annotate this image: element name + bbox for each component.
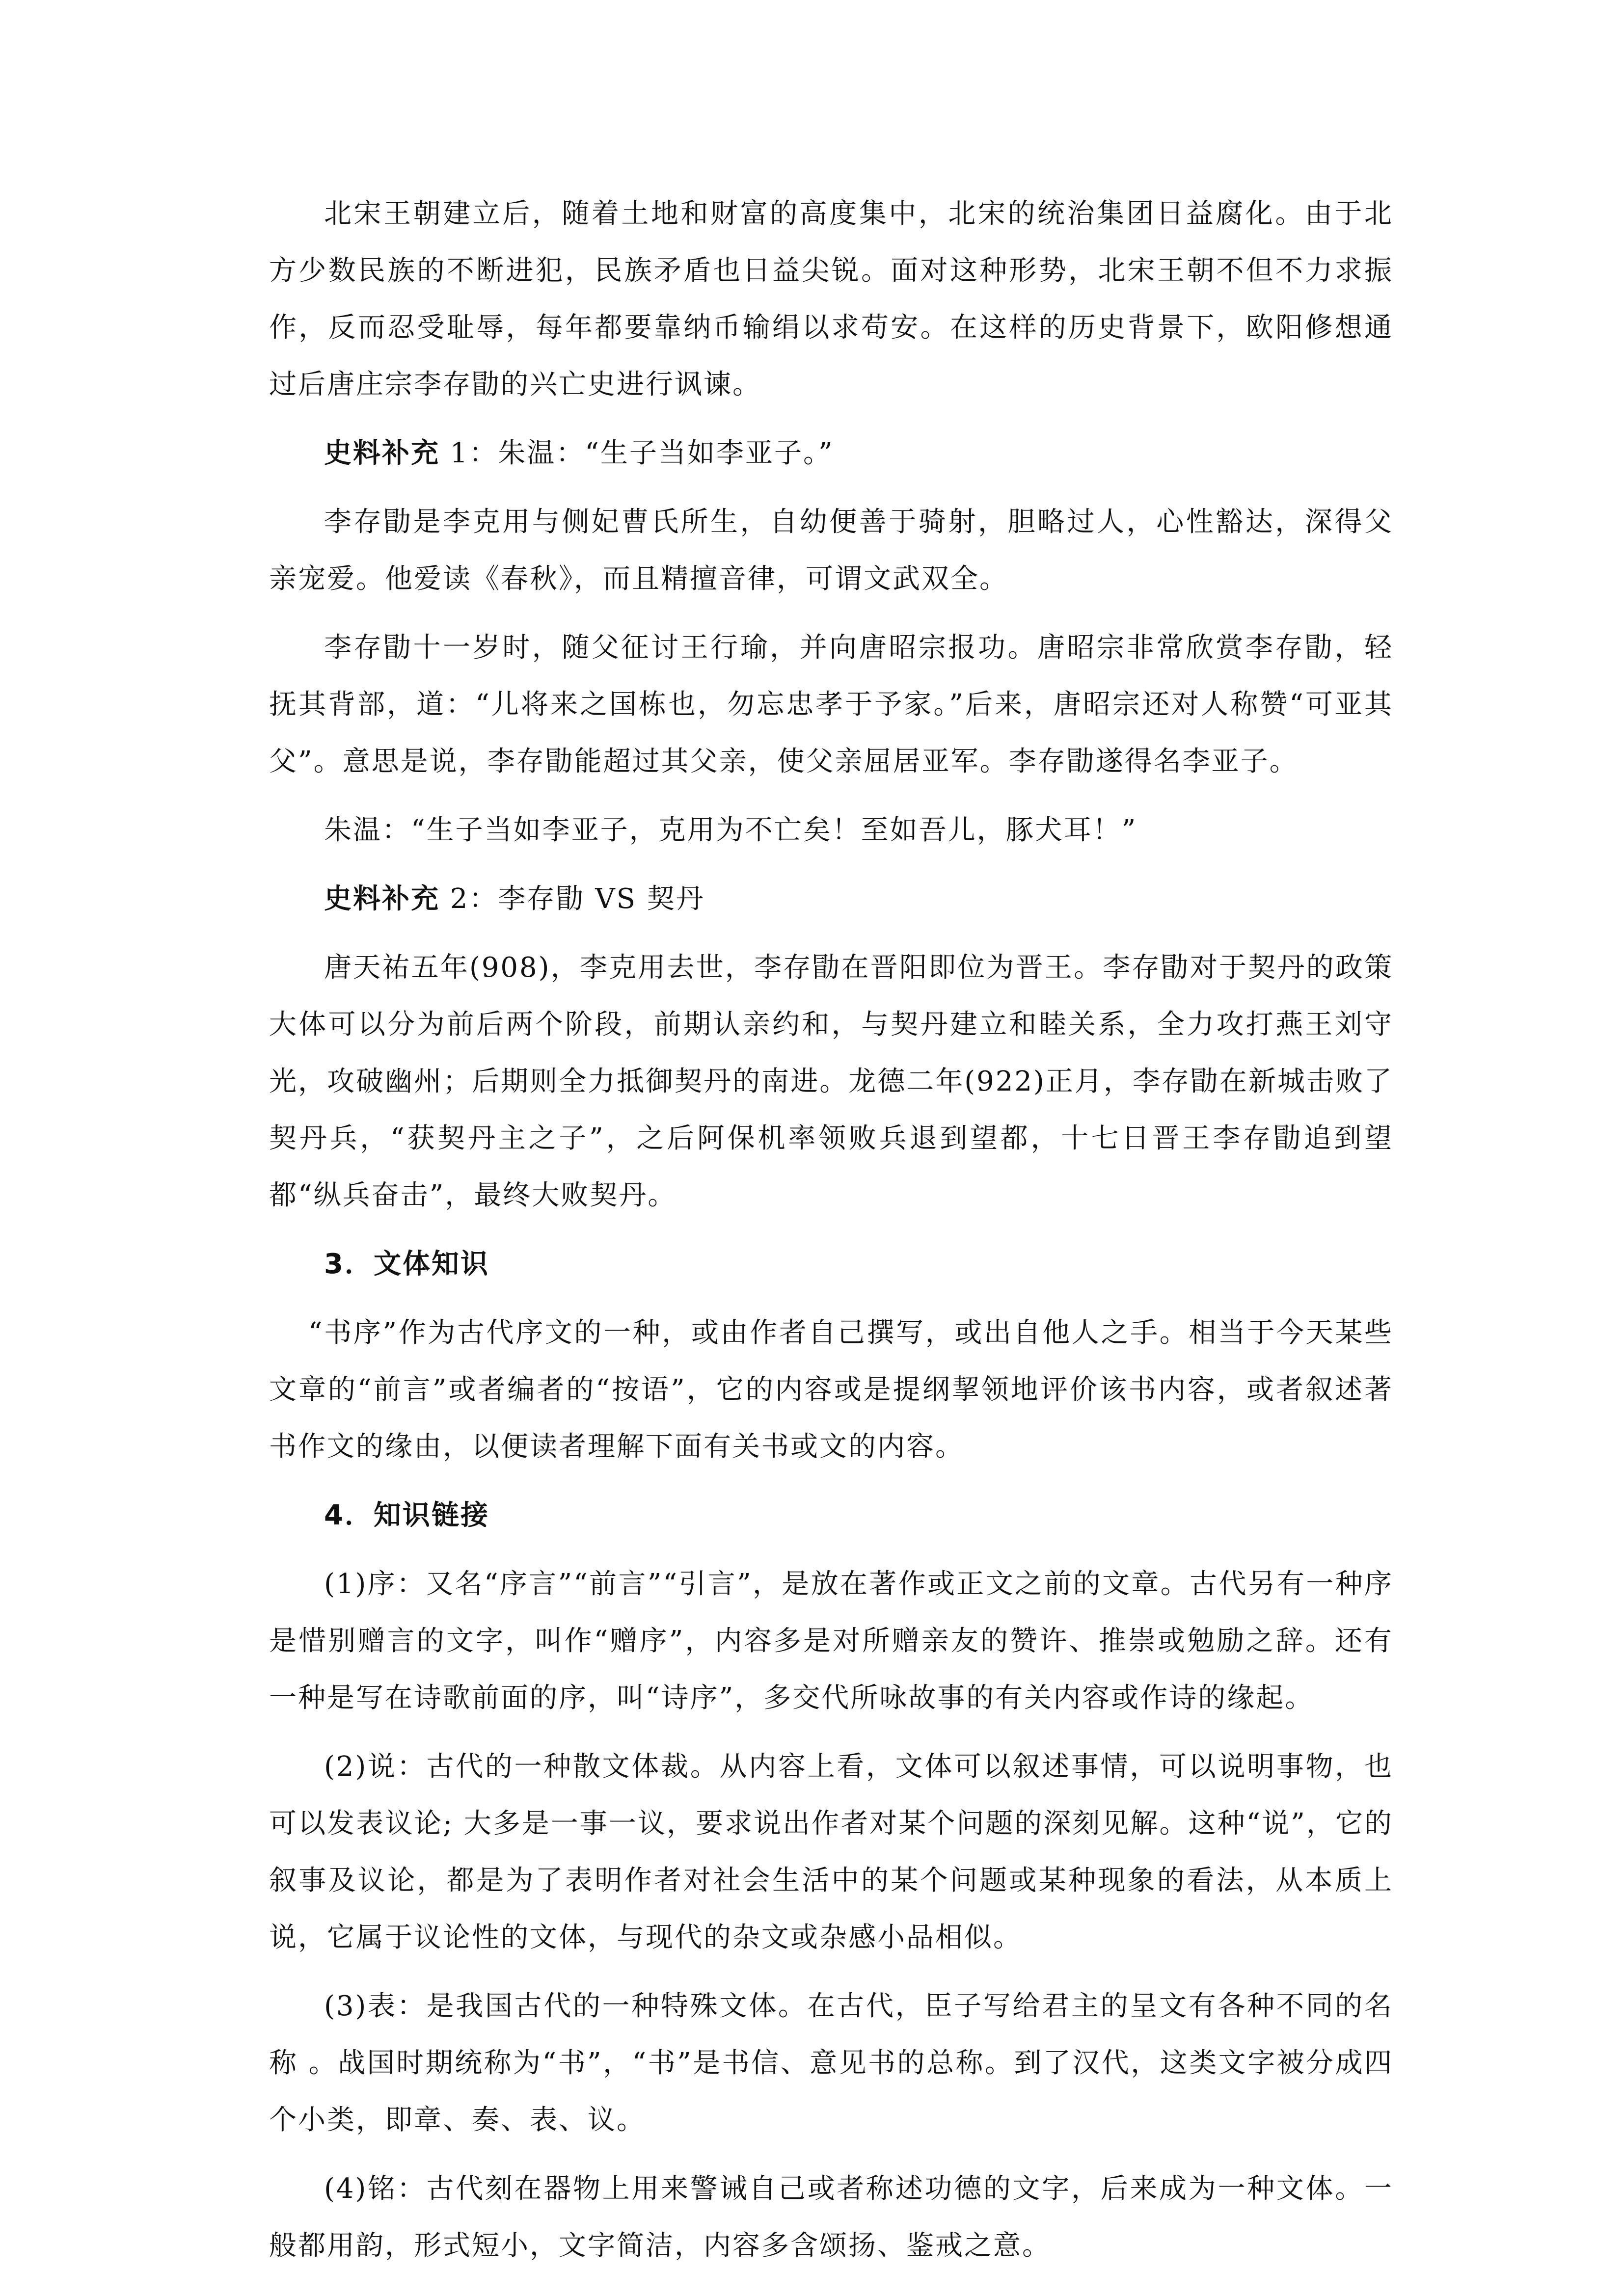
supplement-1-heading	[269, 425, 1393, 482]
paragraph-background: 北宋王朝建立后，随着土地和财富的高度集中，北宋的统治集团日益腐化。由于北方少数民族的不断进犯，民族矛盾也日益尖锐。面对这种形势，北宋王朝不但不力求振作，反而忍受耻辱，每年都要靠纳币输绢以求苟安。在这样的历史背景下，欧阳修想通过后唐庄宗李存勖的兴亡史进行讽谏。	[269, 198, 1393, 400]
section-heading-knowledge-links: 4．知识链接	[324, 1499, 489, 1531]
supplement-label: 史料补充	[324, 883, 440, 915]
paragraph-khitan-policy: 唐天祐五年(908)，李克用去世，李存勖在晋阳即位为晋王。李存勖对于契丹的政策大体可以分为前后两个阶段，前期认亲约和，与契丹建立和睦关系，全力攻打燕王刘守光，攻破幽州；后期则全力抵御契丹的南进。龙德二年(922)正月，李存勖在新城击败了契丹兵，“获契丹主之子”，之后阿保机率领败兵退到望都，十七日晋王李存勖追到望都“纵兵奋击”，最终大败契丹。	[269, 952, 1393, 1211]
paragraph-zhu-wen-quote: 朱温：“生子当如李亚子，克用为不亡矣！至如吾儿，豚犬耳！”	[324, 814, 1137, 846]
paragraph-li-yazi-origin: 李存勖十一岁时，随父征讨王行瑜，并向唐昭宗报功。唐昭宗非常欣赏李存勖，轻抚其背部，道：“儿将来之国栋也，勿忘忠孝于予家。”后来，唐昭宗还对人称赞“可亚其父”。意思是说，李存勖能超过其父亲，使父亲屈居亚军。李存勖遂得名李亚子。	[269, 632, 1393, 777]
supplement-label: 史料补充	[324, 437, 440, 469]
document-body	[269, 186, 1393, 2274]
section-heading-genre-knowledge: 3．文体知识	[324, 1248, 489, 1280]
paragraph-biao: (3)表：是我国古代的一种特殊文体。在古代，臣子写给君主的呈文有各种不同的名称 。战国时期统称为“书”，“书”是书信、意见书的总称。到了汉代，这类文字被分成四个小类，即章、奏、表、议。	[269, 1990, 1393, 2136]
supplement-text: 1：朱温：“生子当如李亚子。”	[440, 437, 834, 469]
paragraph-li-cunxu-intro: 李存勖是李克用与侧妃曹氏所生，自幼便善于骑射，胆略过人，心性豁达，深得父亲宠爱。他爱读《春秋》，而且精擅音律，可谓文武双全。	[269, 506, 1393, 595]
supplement-2-heading	[269, 871, 1393, 928]
paragraph-shuxu: “书序”作为古代序文的一种，或由作者自己撰写，或出自他人之手。相当于今天某些文章的“前言”或者编者的“按语”，它的内容或是提纲挈领地评价该书内容，或者叙述著书作文的缘由，以便读者理解下面有关书或文的内容。	[269, 1317, 1393, 1463]
paragraph-shuo: (2)说：古代的一种散文体裁。从内容上看，文体可以叙述事情，可以说明事物，也可以发表议论; 大多是一事一议，要求说出作者对某个问题的深刻见解。这种“说”，它的叙事及议论，都是为了表明作者对社会生活中的某个问题或某种现象的看法，从本质上说，它属于议论性的文体，与现代的杂文或杂感小品相似。	[269, 1751, 1393, 1953]
supplement-text: 2：李存勖 VS 契丹	[440, 883, 705, 915]
paragraph-xu: (1)序：又名“序言”“前言”“引言”，是放在著作或正文之前的文章。古代另有一种序是惜别赠言的文字，叫作“赠序”，内容多是对所赠亲友的赞许、推崇或勉励之辞。还有一种是写在诗歌前面的序，叫“诗序”，多交代所咏故事的有关内容或作诗的缘起。	[269, 1568, 1393, 1714]
paragraph-ming: (4)铭：古代刻在器物上用来警诫自己或者称述功德的文字，后来成为一种文体。一般都用韵，形式短小，文字简洁，内容多含颂扬、鉴戒之意。	[269, 2173, 1393, 2262]
